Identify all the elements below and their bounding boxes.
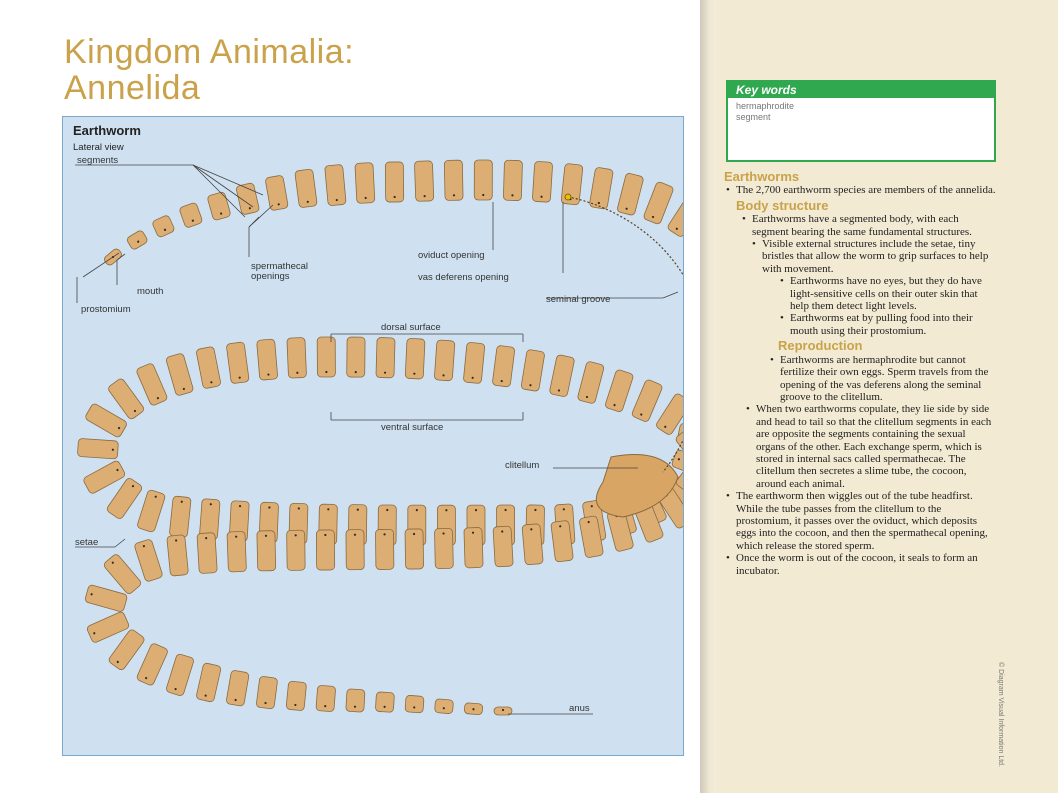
label-seminal-groove: seminal groove	[546, 294, 611, 305]
worm-segment	[197, 533, 217, 574]
worm-segment	[226, 342, 249, 384]
worm-segment	[589, 167, 613, 209]
seta-mark	[325, 371, 327, 373]
worm-segment	[643, 181, 674, 225]
bullet-body-1: • Earthworms have a segmented body, with each segment bearing the same fundamental structures.	[740, 213, 996, 238]
heading-reproduction: Reproduction	[778, 338, 863, 354]
worm-segment	[604, 369, 633, 413]
heading-earthworms: Earthworms	[724, 169, 800, 184]
worm-segment	[207, 191, 231, 220]
page-title	[64, 34, 354, 106]
seta-mark	[445, 509, 447, 511]
copyright-notice: © Diagram Visual Information Ltd.	[997, 662, 1004, 768]
worm-segment	[577, 361, 605, 404]
bullet-earthworms-1: • The 2,700 earthworm species are members of the annelida.	[724, 184, 996, 196]
worm-segment	[77, 438, 118, 459]
worm-segment	[136, 362, 168, 406]
seta-mark	[324, 534, 326, 536]
worm-segment	[561, 163, 583, 205]
label-spermathecal-2: openings	[251, 271, 290, 282]
worm-segment	[286, 681, 307, 711]
text-column	[724, 168, 996, 577]
key-word-item: hermaphrodite	[736, 101, 795, 111]
worm-segment	[166, 653, 195, 696]
worm-segment	[463, 342, 485, 384]
worm-segment	[226, 670, 249, 706]
seta-mark	[416, 509, 418, 511]
vas-deferens-marker	[565, 194, 571, 200]
worm-segment	[256, 676, 278, 709]
worm-segment	[434, 699, 453, 714]
label-ventral-surface: ventral surface	[381, 422, 444, 433]
heading-body-structure: Body structure	[736, 197, 829, 213]
bullet-body-4: • Earthworms eat by pulling food into their mouth using their prostomium.	[778, 312, 996, 337]
key-words-list	[728, 98, 994, 123]
worm-segment	[166, 353, 194, 396]
bullet-repro-2: • When two earthworms copulate, they lie side by side and head to tail so that the clitellum segments in each are opposite the segments containing the sexual organs of the other. Each exchange sperm, which is stored in internal sacs called spermathecae. The clitellum then secretes a slime tube, the cocoon, around each animal.	[744, 403, 996, 490]
page-fold	[700, 0, 716, 793]
bullet-repro-1: • Earthworms are hermaphrodite but cannot fertilize their own eggs. Sperm travels from the opening of the vas deferens along the seminal groove to the clitellum.	[768, 354, 996, 404]
seta-mark	[475, 509, 477, 511]
seta-mark	[354, 534, 356, 536]
worm-segment	[152, 215, 176, 239]
worm-segment	[346, 689, 365, 712]
worm-segment	[549, 354, 575, 397]
worm-segment	[134, 539, 163, 583]
worm-segment	[325, 164, 347, 205]
worm-segment	[196, 346, 221, 389]
title-line-2: Annelida	[64, 69, 201, 107]
label-dorsal-surface: dorsal surface	[381, 322, 441, 333]
worm-segment	[103, 553, 143, 595]
label-anus: anus	[569, 703, 590, 714]
label-segments: segments	[77, 155, 119, 166]
worm-segment	[265, 175, 288, 211]
worm-segment	[316, 685, 336, 712]
worm-segment	[434, 340, 455, 381]
diagram-subheading: Lateral view	[73, 142, 124, 153]
earthworm-diagram	[62, 116, 684, 756]
worm-segment	[257, 339, 278, 380]
diagram-heading: Earthworm	[73, 123, 141, 138]
title-line-1: Kingdom Animalia:	[64, 33, 355, 71]
worm-segment	[137, 489, 166, 533]
leader-lines	[75, 165, 678, 714]
worm-segment	[522, 524, 543, 565]
bullet-body-2: • Visible external structures include the setae, tiny bristles that allow the worm to grip surfaces to help with movement.	[750, 238, 996, 275]
label-setae: setae	[75, 537, 99, 548]
worm-segment	[136, 642, 169, 686]
worm-segment	[84, 584, 127, 612]
label-prostomium: prostomium	[81, 304, 131, 315]
seta-mark	[482, 194, 484, 196]
seta-mark	[504, 509, 506, 511]
worm-segment	[295, 169, 318, 208]
worm-segment	[532, 161, 552, 202]
label-oviduct-opening: oviduct opening	[418, 250, 485, 261]
bullet-repro-4: • Once the worm is out of the cocoon, it seals to form an incubator.	[724, 552, 996, 577]
worm-segment	[617, 173, 644, 216]
bullet-body-3: • Earthworms have no eyes, but they do have light-sensitive cells on their outer skin that help them detect light levels.	[778, 275, 996, 312]
worm-segment	[179, 202, 203, 228]
earthworm-body	[77, 160, 684, 715]
bullet-repro-3: • The earthworm then wiggles out of the tube headfirst. While the tube passes from the clitellum to the prostomium, it passes over the oviduct, which deposits eggs into the cocoon, and then the spermathecal opening, which release the stored sperm.	[724, 490, 996, 552]
worm-segment	[631, 379, 663, 423]
worm-segment	[405, 695, 424, 713]
key-words-heading: Key words	[728, 82, 994, 98]
worm-segment	[126, 229, 149, 250]
worm-segment	[521, 349, 545, 391]
worm-segment	[169, 496, 191, 538]
worm-segment	[196, 663, 222, 703]
worm-segment	[492, 345, 515, 387]
worm-segment	[236, 183, 260, 216]
label-mouth: mouth	[137, 286, 164, 297]
key-words-box	[726, 80, 996, 162]
seta-mark	[386, 509, 388, 511]
label-clitellum: clitellum	[505, 460, 540, 471]
label-spermathecal-1: spermathecal	[251, 261, 309, 272]
worm-segment	[375, 692, 394, 713]
label-vas-deferens-opening: vas deferens opening	[418, 272, 509, 283]
key-word-item: segment	[736, 112, 771, 122]
seta-mark	[502, 709, 504, 711]
earthworm-illustration	[63, 117, 684, 756]
worm-segment	[167, 535, 189, 577]
